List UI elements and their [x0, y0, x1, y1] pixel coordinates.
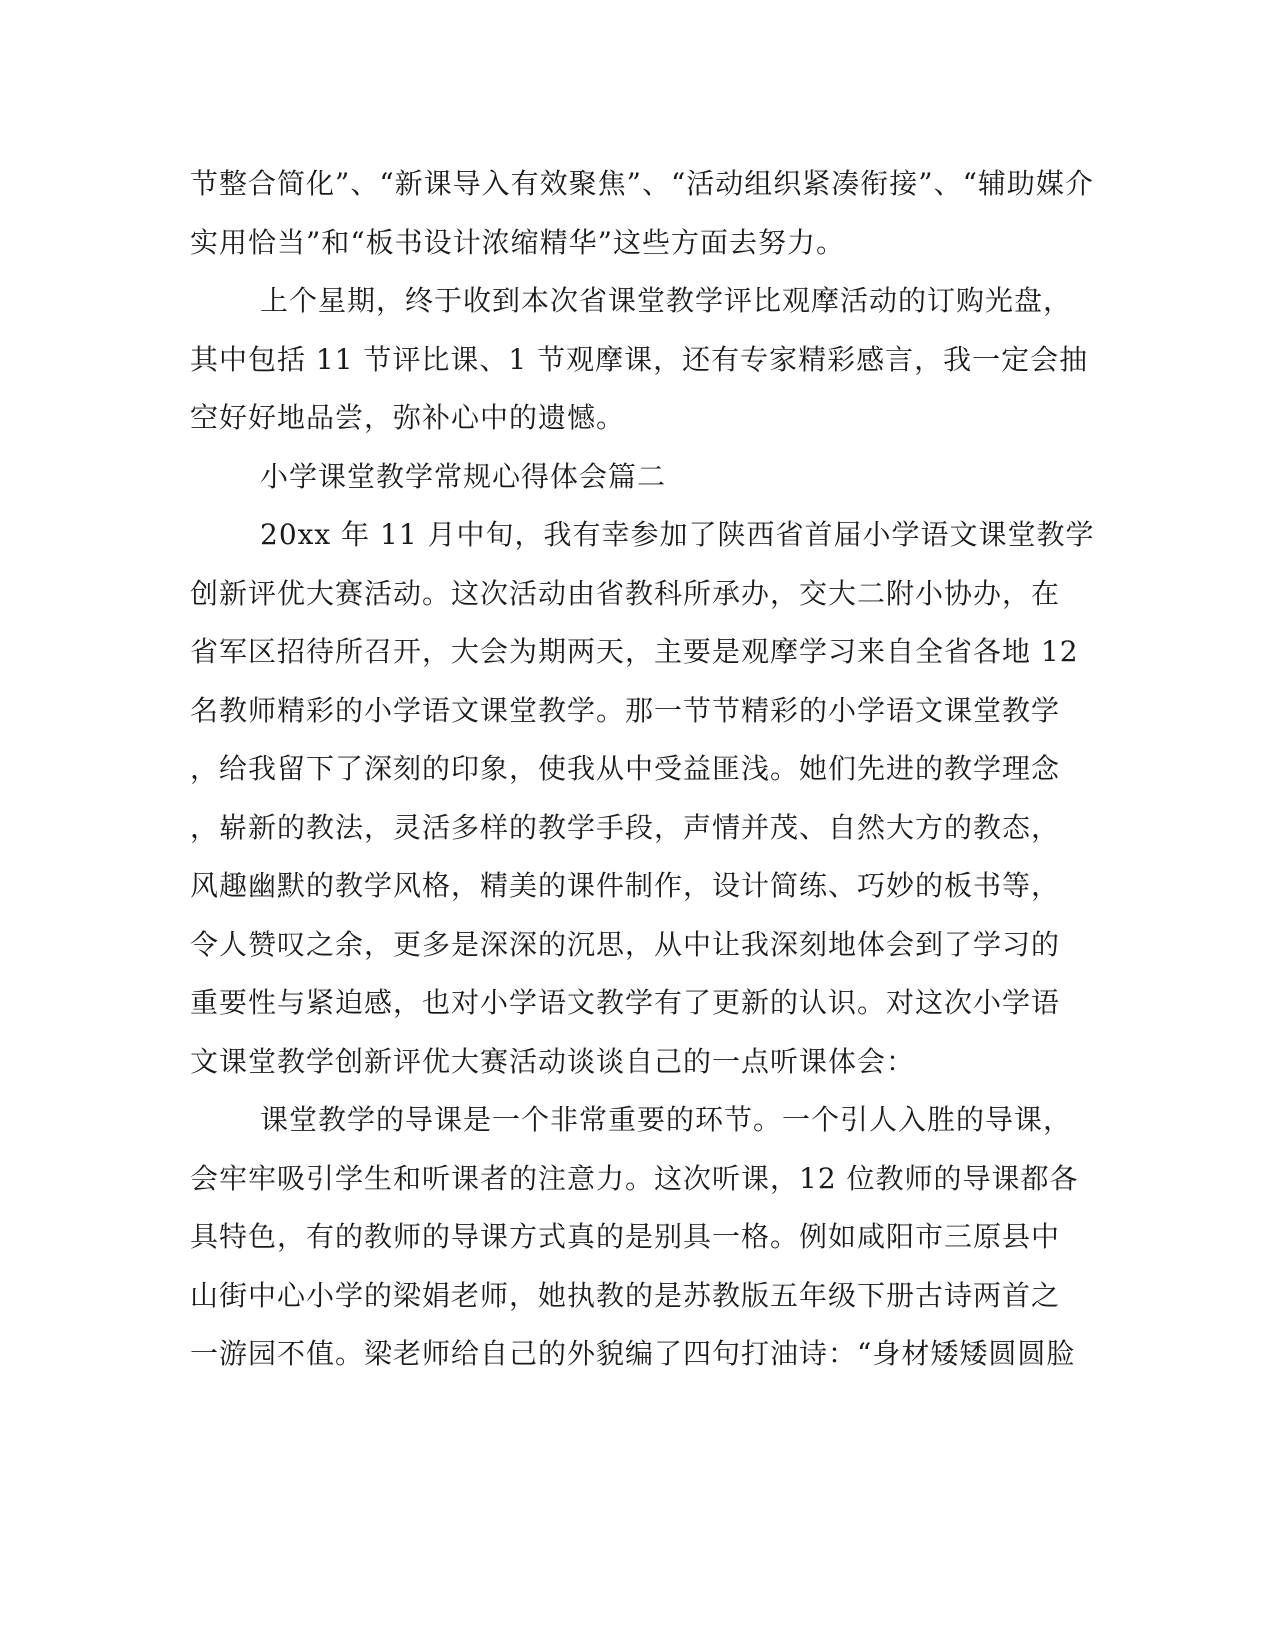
- text-line: 重要性与紧迫感，也对小学语文教学有了更新的认识。对这次小学语: [190, 986, 1061, 1019]
- text-line: 文课堂教学创新评优大赛活动谈谈自己的一点听课体会：: [190, 1045, 916, 1078]
- text-line: 会牢牢吸引学生和听课者的注意力。这次听课，12 位教师的导课都各: [190, 1162, 1079, 1195]
- text-line: 其中包括 11 节评比课、1 节观摩课，还有专家精彩感言，我一定会抽: [190, 343, 1089, 376]
- paragraph-start-line: 20xx 年 11 月中旬，我有幸参加了陕西省首届小学语文课堂教学: [260, 518, 1095, 551]
- text-line: 山街中心小学的梁娟老师，她执教的是苏教版五年级下册古诗两首之: [190, 1279, 1061, 1312]
- text-line: 节整合简化”、“新课导入有效聚焦”、“活动组织紧凑衔接”、“辅助媒介: [190, 167, 1094, 200]
- text-line: ，给我留下了深刻的印象，使我从中受益匪浅。她们先进的教学理念: [190, 752, 1061, 785]
- text-line: 名教师精彩的小学语文课堂教学。那一节节精彩的小学语文课堂教学: [190, 694, 1061, 727]
- text-line: 空好好地品尝，弥补心中的遗憾。: [190, 401, 626, 434]
- text-line: 省军区招待所召开，大会为期两天，主要是观摩学习来自全省各地 12: [190, 635, 1079, 668]
- text-line: 实用恰当”和“板书设计浓缩精华”这些方面去努力。: [190, 226, 845, 259]
- text-line: 令人赞叹之余，更多是深深的沉思，从中让我深刻地体会到了学习的: [190, 928, 1061, 961]
- paragraph-start-line: 上个星期，终于收到本次省课堂教学评比观摩活动的订购光盘，: [260, 284, 1073, 317]
- text-line: 具特色，有的教师的导课方式真的是别具一格。例如咸阳市三原县中: [190, 1220, 1061, 1253]
- text-line: 风趣幽默的教学风格，精美的课件制作，设计简练、巧妙的板书等，: [190, 869, 1061, 902]
- paragraph-start-line: 课堂教学的导课是一个非常重要的环节。一个引人入胜的导课，: [260, 1103, 1073, 1136]
- text-line: ，崭新的教法，灵活多样的教学手段，声情并茂、自然大方的教态，: [190, 811, 1061, 844]
- section-heading: 小学课堂教学常规心得体会篇二: [260, 460, 667, 493]
- text-line: 创新评优大赛活动。这次活动由省教科所承办，交大二附小协办，在: [190, 577, 1061, 610]
- text-line: 一游园不值。梁老师给自己的外貌编了四句打油诗：“身材矮矮圆圆脸: [190, 1337, 1076, 1370]
